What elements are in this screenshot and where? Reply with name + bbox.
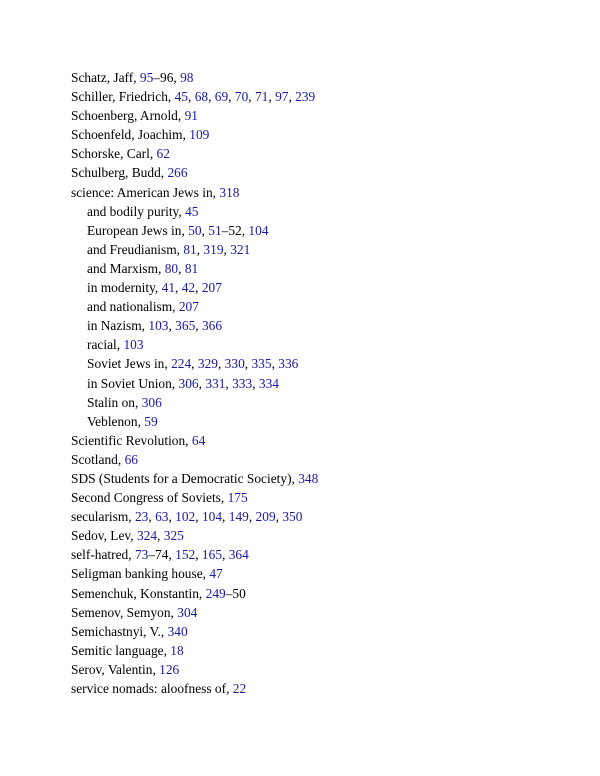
page-reference-link[interactable]: 175 [227, 490, 248, 506]
reference-separator: , [252, 375, 259, 391]
index-entry [71, 622, 571, 641]
index-term: Stalin on, [87, 394, 142, 410]
index-entry [71, 450, 571, 469]
index-entry [71, 660, 571, 679]
index-subentry [71, 259, 571, 278]
page-reference-link[interactable]: 23 [134, 509, 149, 525]
index-term: Sedov, Lev, [71, 528, 137, 544]
page-reference-link[interactable]: 330 [224, 356, 245, 372]
index-entry [71, 68, 571, 87]
index-term: and Marxism, [87, 260, 165, 276]
reference-separator: , [187, 89, 195, 105]
index-entry [71, 431, 571, 450]
index-term: Semenchuk, Konstantin, [71, 585, 206, 601]
reference-separator: , [175, 280, 182, 296]
page-reference-link[interactable]: 81 [183, 241, 197, 257]
index-entry [71, 183, 571, 202]
index-term: and nationalism, [87, 299, 179, 315]
page-reference-link[interactable]: 45 [174, 89, 188, 105]
reference-separator: –52, [221, 222, 249, 238]
page-reference-link[interactable]: 103 [148, 318, 169, 334]
reference-separator: , [222, 547, 229, 563]
reference-separator: , [198, 375, 206, 391]
page-reference-link[interactable]: 103 [123, 337, 144, 353]
reference-separator: , [195, 547, 202, 563]
index-entry [71, 564, 571, 583]
index-term: Semenov, Semyon, [71, 604, 178, 620]
page-reference-link[interactable]: 71 [254, 89, 269, 105]
page-reference-link[interactable]: 64 [191, 432, 206, 448]
page-reference-link[interactable]: 306 [141, 394, 162, 410]
page-reference-link[interactable]: 81 [184, 260, 199, 276]
index-subentry [71, 202, 571, 221]
page-reference-link[interactable]: 348 [298, 470, 319, 486]
index-term: Schoenberg, Arnold, [71, 108, 185, 124]
reference-separator: , [244, 356, 252, 372]
index-subentry [71, 412, 571, 431]
index-entry [71, 603, 571, 622]
index-term: Schulberg, Budd, [71, 165, 168, 181]
page-reference-link[interactable]: 209 [255, 509, 276, 525]
page-reference-link[interactable]: 324 [136, 528, 158, 544]
page-reference-link[interactable]: 63 [155, 509, 169, 525]
page-reference-link[interactable]: 69 [214, 89, 229, 105]
index-term: and bodily purity, [87, 203, 186, 219]
page-reference-link[interactable]: 207 [201, 280, 222, 296]
page-reference-link[interactable]: 102 [175, 509, 196, 525]
reference-separator: , [228, 89, 235, 105]
reference-separator: , [168, 318, 176, 334]
reference-separator: , [196, 241, 204, 257]
reference-separator: , [195, 318, 202, 334]
index-entry [71, 125, 571, 144]
reference-separator: , [208, 89, 215, 105]
index-term: in Nazism, [87, 318, 149, 334]
index-entry [71, 106, 571, 125]
index-term: service nomads: aloofness of, [71, 681, 233, 696]
index-subentry [71, 297, 571, 316]
page-reference-link[interactable]: 165 [201, 547, 223, 563]
reference-separator: , [195, 509, 202, 525]
index-subentry [71, 240, 571, 259]
reference-separator: , [223, 241, 231, 257]
index-term: and Freudianism, [87, 241, 184, 257]
reference-separator: , [157, 528, 164, 544]
index-entry [71, 507, 571, 526]
index-term: Seligman banking house, [71, 566, 210, 582]
page-reference-link[interactable]: 321 [230, 241, 251, 257]
index-term: science: American Jews in, [71, 184, 220, 200]
page-reference-link[interactable]: 207 [178, 299, 199, 315]
page-reference-link[interactable]: 334 [258, 375, 279, 391]
reference-separator: , [275, 509, 283, 525]
page-reference-link[interactable]: 91 [184, 108, 198, 124]
page-reference-link[interactable]: 365 [175, 318, 196, 334]
index-term: secularism, [71, 509, 135, 525]
page-reference-link[interactable]: 95 [139, 70, 154, 85]
index-entry [71, 163, 571, 182]
reference-separator: , [148, 509, 156, 525]
index-subentry [71, 335, 571, 354]
index-term: self-hatred, [71, 547, 135, 563]
page-reference-link[interactable]: 224 [171, 356, 192, 372]
reference-separator: , [225, 375, 233, 391]
index-term: in Soviet Union, [87, 375, 179, 391]
index-entry [71, 144, 571, 163]
index-subentry [71, 316, 571, 335]
reference-separator: , [178, 260, 185, 276]
page-reference-link[interactable]: 366 [201, 318, 223, 334]
index-term: Serov, Valentin, [71, 661, 160, 677]
page-reference-link[interactable]: 325 [163, 528, 184, 544]
reference-separator: , [288, 89, 296, 105]
page-reference-link[interactable]: 66 [124, 451, 138, 467]
page-reference-link[interactable]: 239 [295, 89, 316, 105]
page-reference-link[interactable]: 304 [177, 604, 198, 620]
reference-separator: , [248, 89, 255, 105]
index-term: racial, [87, 337, 124, 353]
index-term: Semichastnyi, V., [71, 623, 168, 639]
index-entry [71, 469, 571, 488]
page-reference-link[interactable]: 42 [181, 280, 196, 296]
page-reference-link[interactable]: 306 [178, 375, 199, 391]
reference-separator: , [195, 280, 202, 296]
page-reference-link[interactable]: 47 [209, 566, 223, 582]
index-subentry [71, 221, 571, 240]
page-reference-link[interactable]: 350 [282, 509, 303, 525]
page-reference-link[interactable]: 331 [205, 375, 226, 391]
index-term: Second Congress of Soviets, [71, 490, 228, 506]
page-reference-link[interactable]: 318 [219, 184, 240, 200]
index-term: SDS (Students for a Democratic Society), [71, 470, 299, 486]
index-term: Schatz, Jaff, [71, 70, 140, 85]
reference-separator: , [201, 222, 209, 238]
index-entry [71, 526, 571, 545]
reference-separator: , [222, 509, 229, 525]
page-reference-link[interactable]: 73 [134, 547, 149, 563]
index-subentry [71, 393, 571, 412]
index-term: Schiller, Friedrich, [71, 89, 175, 105]
index-entry [71, 87, 571, 106]
page-reference-link[interactable]: 319 [203, 241, 224, 257]
reference-separator: –74, [148, 547, 176, 563]
index-subentry [71, 354, 571, 373]
index-entry [71, 488, 571, 507]
index-term: Semitic language, [71, 642, 171, 658]
page-reference-link[interactable]: 104 [201, 509, 223, 525]
index-entry [71, 679, 571, 698]
page-reference-link[interactable]: 149 [228, 509, 249, 525]
page-reference-link[interactable]: 335 [251, 356, 272, 372]
page-reference-link[interactable]: 50 [188, 222, 202, 238]
index-term: European Jews in, [87, 222, 189, 238]
page-reference-link[interactable]: 126 [159, 661, 180, 677]
index-term: Scientific Revolution, [71, 432, 192, 448]
reference-separator: , [191, 356, 198, 372]
reference-separator: , [248, 509, 256, 525]
index-subentry [71, 374, 571, 393]
page-reference-link[interactable]: 22 [232, 681, 247, 696]
page-reference-link[interactable]: 333 [232, 375, 253, 391]
page-reference-link[interactable]: 45 [185, 203, 199, 219]
reference-separator: , [271, 356, 279, 372]
page-reference-link[interactable]: 18 [170, 642, 184, 658]
page-reference-link[interactable]: 249 [205, 585, 226, 601]
index-entry [71, 641, 571, 660]
page-reference-link[interactable]: 336 [278, 356, 299, 372]
page-reference-link[interactable]: 62 [156, 146, 170, 162]
page-reference-link[interactable]: 41 [161, 280, 176, 296]
index-page [71, 68, 571, 698]
index-term: Schoenfeld, Joachim, [71, 127, 190, 143]
index-term: Soviet Jews in, [87, 356, 172, 372]
page-reference-link[interactable]: 98 [180, 70, 194, 85]
page-reference-link[interactable]: 80 [164, 260, 179, 276]
page-reference-link[interactable]: 104 [248, 222, 269, 238]
index-term: Scotland, [71, 451, 125, 467]
page-reference-link[interactable]: 266 [167, 165, 188, 181]
page-reference-link[interactable]: 68 [194, 89, 209, 105]
index-term: in modernity, [87, 280, 162, 296]
page-reference-link[interactable]: 70 [234, 89, 249, 105]
index-term: Veblenon, [87, 413, 145, 429]
index-list [71, 68, 571, 698]
index-subentry [71, 278, 571, 297]
index-entry [71, 584, 571, 603]
reference-separator: –96, [153, 70, 181, 85]
index-entry [71, 545, 571, 564]
page-reference-link[interactable]: 109 [189, 127, 210, 143]
reference-separator: , [268, 89, 276, 105]
reference-separator: –50 [225, 585, 246, 601]
page-reference-link[interactable]: 51 [208, 222, 222, 238]
page-reference-link[interactable]: 329 [197, 356, 218, 372]
reference-separator: , [217, 356, 225, 372]
page-reference-link[interactable]: 97 [275, 89, 289, 105]
index-term: Schorske, Carl, [71, 146, 157, 162]
reference-separator: , [168, 509, 176, 525]
page-reference-link[interactable]: 364 [228, 547, 249, 563]
page-reference-link[interactable]: 152 [175, 547, 196, 563]
page-reference-link[interactable]: 340 [167, 623, 188, 639]
page-reference-link[interactable]: 59 [144, 413, 158, 429]
